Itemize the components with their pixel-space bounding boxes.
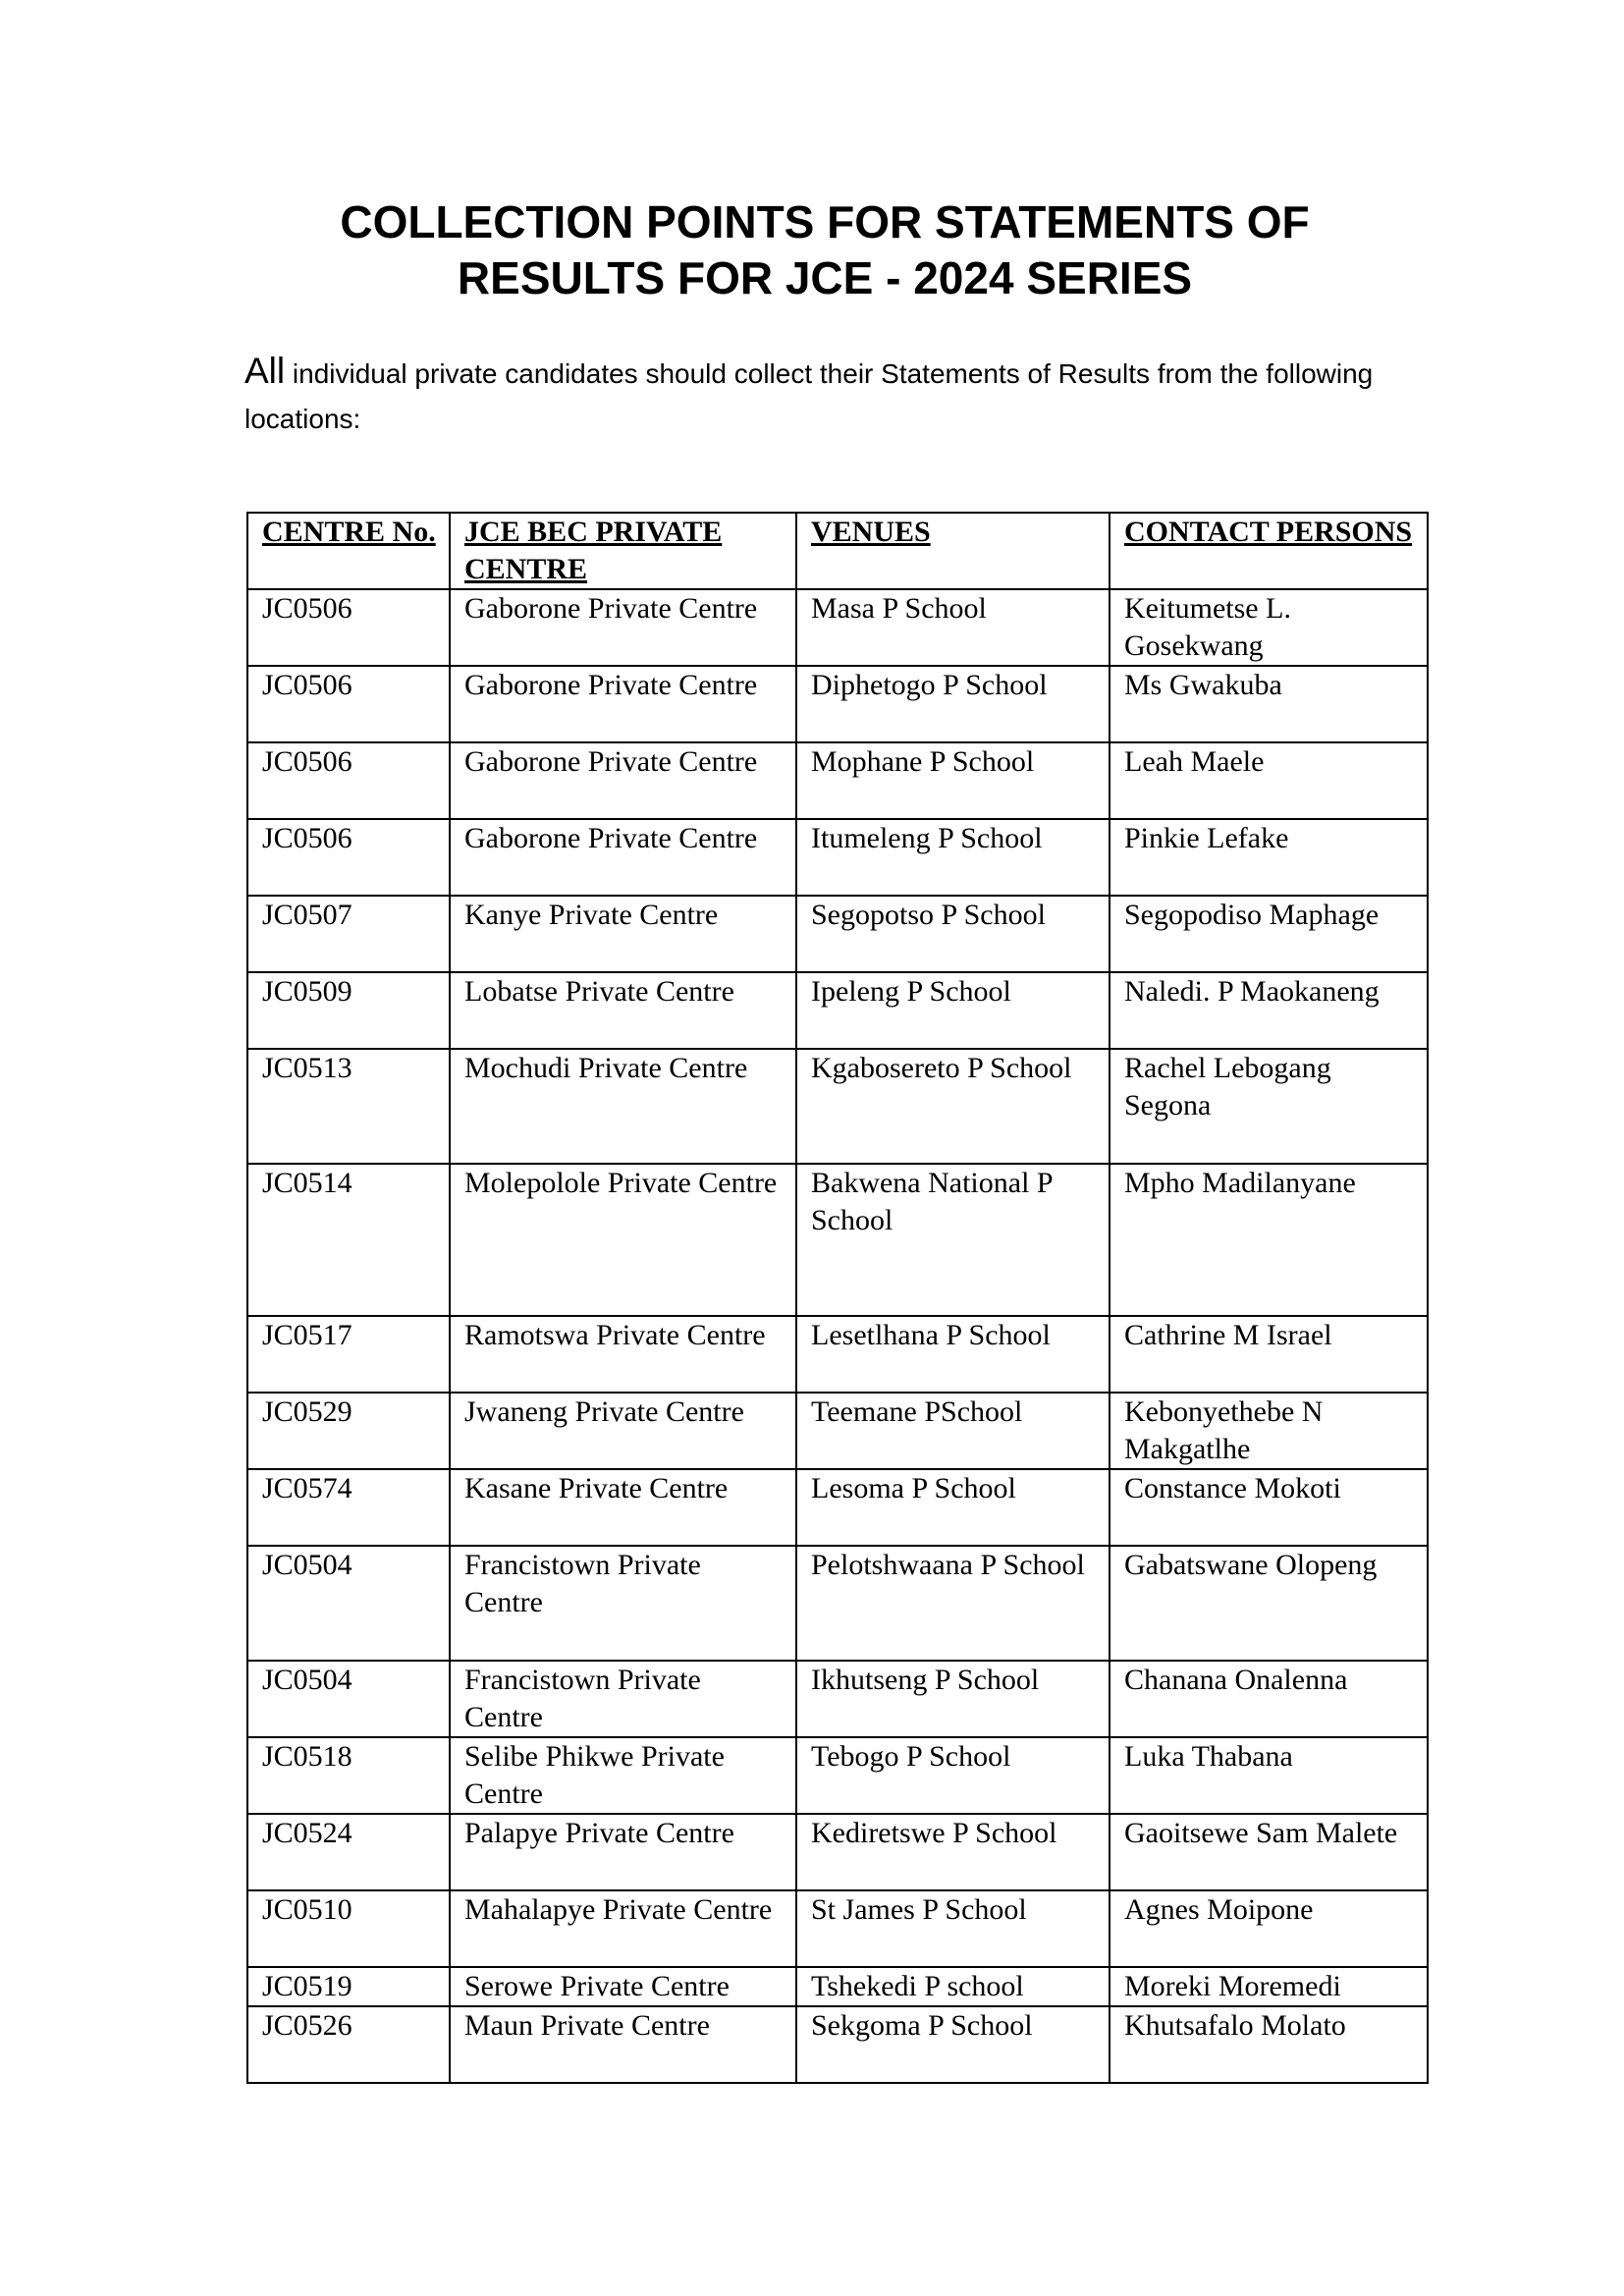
cell-centre: Selibe Phikwe Private Centre	[450, 1737, 796, 1814]
cell-contact: Moreki Moremedi	[1110, 1967, 1428, 2006]
cell-venue: Diphetogo P School	[796, 666, 1110, 742]
cell-contact: Chanana Onalenna	[1110, 1661, 1428, 1737]
cell-centre-no: JC0518	[247, 1737, 450, 1814]
table-row	[247, 1316, 1428, 1393]
title-line-1: COLLECTION POINTS FOR STATEMENTS OF	[340, 196, 1310, 247]
cell-venue: Teemane PSchool	[796, 1393, 1110, 1469]
table-row	[247, 666, 1428, 742]
cell-centre-no: JC0504	[247, 1546, 450, 1661]
cell-centre-no: JC0513	[247, 1049, 450, 1164]
cell-centre: Kanye Private Centre	[450, 896, 796, 972]
header-contact-persons: CONTACT PERSONS	[1110, 513, 1428, 589]
table-row	[247, 589, 1428, 666]
table-row	[247, 1737, 1428, 1814]
cell-centre: Maun Private Centre	[450, 2006, 796, 2083]
cell-contact: Pinkie Lefake	[1110, 819, 1428, 896]
cell-contact: Rachel Lebogang Segona	[1110, 1049, 1428, 1164]
document-title	[196, 194, 1453, 306]
cell-centre-no: JC0506	[247, 819, 450, 896]
intro-paragraph	[244, 349, 1423, 442]
cell-centre: Francistown Private Centre	[450, 1661, 796, 1737]
table-row	[247, 1049, 1428, 1164]
cell-centre: Gaborone Private Centre	[450, 819, 796, 896]
cell-centre: Ramotswa Private Centre	[450, 1316, 796, 1393]
cell-contact: Kebonyethebe N Makgatlhe	[1110, 1393, 1428, 1469]
cell-centre: Lobatse Private Centre	[450, 972, 796, 1049]
cell-centre-no: JC0517	[247, 1316, 450, 1393]
cell-centre-no: JC0514	[247, 1164, 450, 1316]
header-venues: VENUES	[796, 513, 1110, 589]
cell-centre-no: JC0507	[247, 896, 450, 972]
cell-centre: Palapye Private Centre	[450, 1814, 796, 1890]
cell-centre-no: JC0506	[247, 589, 450, 666]
cell-contact: Constance Mokoti	[1110, 1469, 1428, 1546]
table-row	[247, 1393, 1428, 1469]
cell-centre-no: JC0506	[247, 742, 450, 819]
cell-centre-no: JC0510	[247, 1890, 450, 1967]
cell-centre-no: JC0509	[247, 972, 450, 1049]
cell-centre-no: JC0574	[247, 1469, 450, 1546]
intro-text: individual private candidates should collect their Statements of Results from the following locations:	[244, 358, 1374, 434]
table-row	[247, 1890, 1428, 1967]
cell-centre: Francistown Private Centre	[450, 1546, 796, 1661]
cell-venue: Sekgoma P School	[796, 2006, 1110, 2083]
cell-contact: Ms Gwakuba	[1110, 666, 1428, 742]
title-line-2: RESULTS FOR JCE - 2024 SERIES	[457, 252, 1193, 303]
cell-venue: Tebogo P School	[796, 1737, 1110, 1814]
cell-venue: Mophane P School	[796, 742, 1110, 819]
cell-venue: Tshekedi P school	[796, 1967, 1110, 2006]
cell-centre-no: JC0524	[247, 1814, 450, 1890]
cell-venue: Lesoma P School	[796, 1469, 1110, 1546]
collection-points-table	[246, 512, 1429, 2084]
cell-venue: Itumeleng P School	[796, 819, 1110, 896]
cell-contact: Keitumetse L. Gosekwang	[1110, 589, 1428, 666]
table-row	[247, 1661, 1428, 1737]
cell-centre-no: JC0506	[247, 666, 450, 742]
cell-centre: Mochudi Private Centre	[450, 1049, 796, 1164]
cell-centre: Jwaneng Private Centre	[450, 1393, 796, 1469]
table-row	[247, 819, 1428, 896]
cell-contact: Cathrine M Israel	[1110, 1316, 1428, 1393]
cell-centre-no: JC0526	[247, 2006, 450, 2083]
cell-venue: Ipeleng P School	[796, 972, 1110, 1049]
cell-centre-no: JC0529	[247, 1393, 450, 1469]
cell-centre-no: JC0504	[247, 1661, 450, 1737]
cell-venue: Bakwena National P School	[796, 1164, 1110, 1316]
table-row	[247, 1814, 1428, 1890]
table-row	[247, 1967, 1428, 2006]
cell-centre: Gaborone Private Centre	[450, 666, 796, 742]
cell-venue: Masa P School	[796, 589, 1110, 666]
cell-venue: Kgabosereto P School	[796, 1049, 1110, 1164]
header-centre: JCE BEC PRIVATE CENTRE	[450, 513, 796, 589]
cell-contact: Gaoitsewe Sam Malete	[1110, 1814, 1428, 1890]
cell-contact: Leah Maele	[1110, 742, 1428, 819]
cell-contact: Naledi. P Maokaneng	[1110, 972, 1428, 1049]
cell-contact: Khutsafalo Molato	[1110, 2006, 1428, 2083]
cell-centre: Mahalapye Private Centre	[450, 1890, 796, 1967]
cell-contact: Mpho Madilanyane	[1110, 1164, 1428, 1316]
cell-venue: Ikhutseng P School	[796, 1661, 1110, 1737]
cell-centre: Molepolole Private Centre	[450, 1164, 796, 1316]
table-row	[247, 1164, 1428, 1316]
intro-first-word: All	[244, 351, 286, 391]
header-centre-no: CENTRE No.	[247, 513, 450, 589]
cell-centre: Gaborone Private Centre	[450, 589, 796, 666]
cell-contact: Segopodiso Maphage	[1110, 896, 1428, 972]
cell-venue: Segopotso P School	[796, 896, 1110, 972]
table-row	[247, 1469, 1428, 1546]
table-row	[247, 2006, 1428, 2083]
cell-centre: Serowe Private Centre	[450, 1967, 796, 2006]
table-header-row	[247, 513, 1428, 589]
cell-contact: Luka Thabana	[1110, 1737, 1428, 1814]
cell-centre: Gaborone Private Centre	[450, 742, 796, 819]
cell-venue: Kediretswe P School	[796, 1814, 1110, 1890]
cell-venue: Lesetlhana P School	[796, 1316, 1110, 1393]
table-row	[247, 972, 1428, 1049]
cell-contact: Gabatswane Olopeng	[1110, 1546, 1428, 1661]
table-row	[247, 1546, 1428, 1661]
cell-centre: Kasane Private Centre	[450, 1469, 796, 1546]
table-row	[247, 742, 1428, 819]
cell-centre-no: JC0519	[247, 1967, 450, 2006]
cell-venue: St James P School	[796, 1890, 1110, 1967]
table-row	[247, 896, 1428, 972]
cell-venue: Pelotshwaana P School	[796, 1546, 1110, 1661]
cell-contact: Agnes Moipone	[1110, 1890, 1428, 1967]
